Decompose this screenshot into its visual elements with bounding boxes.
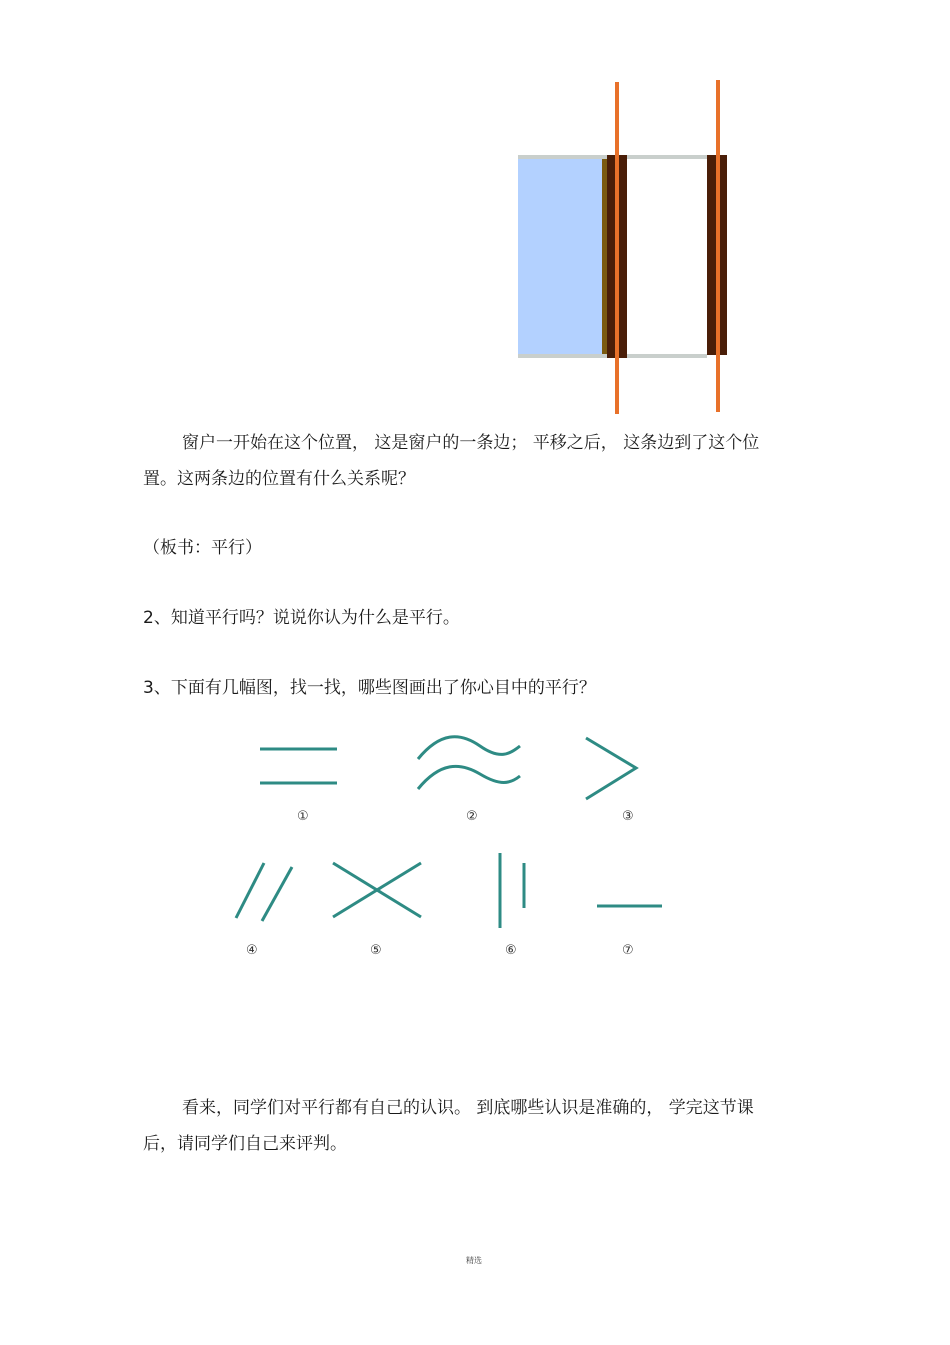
question-2: 2、知道平行吗？说说你认为什么是平行。 xyxy=(143,608,460,628)
figure-5 xyxy=(325,855,430,925)
figure-7 xyxy=(590,895,670,915)
figure-2 xyxy=(410,732,530,797)
board-note: （板书：平行） xyxy=(143,538,262,558)
figure-label-6: ⑥ xyxy=(505,943,517,958)
figure-label-4: ④ xyxy=(246,943,258,958)
paragraph-1-line-1: 窗户一开始在这个位置， 这是窗户的一条边； 平移之后， 这条边到了这个位 xyxy=(182,433,760,453)
figure-label-5: ⑤ xyxy=(370,943,382,958)
figure-6 xyxy=(490,848,535,933)
window-glass xyxy=(518,159,606,354)
closing-line-1: 看来，同学们对平行都有自己的认识。 到底哪些认识是准确的， 学完这节课 xyxy=(182,1098,754,1118)
figure-label-1: ① xyxy=(297,809,309,824)
figure-label-2: ② xyxy=(466,809,478,824)
figure-4 xyxy=(228,855,303,925)
figure-3 xyxy=(578,732,648,807)
figure-label-7: ⑦ xyxy=(622,943,634,958)
page-footer: 精选 xyxy=(466,1256,482,1265)
window-illustration xyxy=(510,76,740,421)
figure-1 xyxy=(255,742,345,792)
figure-label-3: ③ xyxy=(622,809,634,824)
paragraph-1-line-2: 置。这两条边的位置有什么关系呢？ xyxy=(143,469,415,489)
question-3: 3、下面有几幅图，找一找，哪些图画出了你心目中的平行？ xyxy=(143,678,596,698)
closing-line-2: 后，请同学们自己来评判。 xyxy=(143,1134,347,1154)
